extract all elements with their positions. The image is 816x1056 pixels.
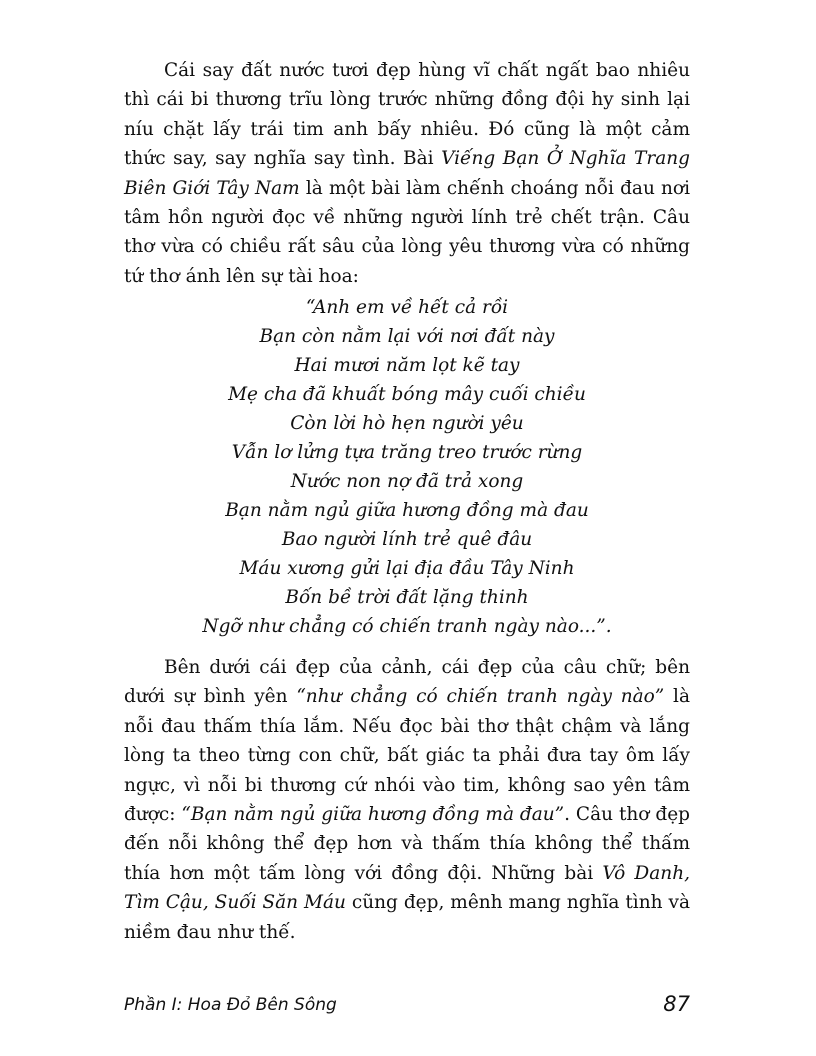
poem-line: Máu xương gửi lại địa đầu Tây Ninh: [239, 558, 575, 579]
poem-line: Hai mươi năm lọt kẽ tay: [294, 355, 520, 376]
poem-line: Ngỡ như chẳng có chiến tranh ngày nào...”.: [202, 616, 612, 637]
poem-line: Nước non nợ đã trả xong: [290, 471, 524, 492]
paragraph-1: [124, 56, 690, 291]
poem-line: Mẹ cha đã khuất bóng mây cuối chiều: [228, 384, 586, 405]
poem-line: Bạn còn nằm lại với nơi đất này: [259, 326, 555, 347]
poem-line: Bạn nằm ngủ giữa hương đồng mà đau: [225, 500, 589, 521]
poem-titles-list: Vô Danh, Tìm Cậu, Suối Săn Máu: [124, 862, 690, 914]
paragraph-2: [124, 653, 690, 947]
running-footer-title: Phần I: Hoa Đỏ Bên Sông: [124, 995, 337, 1015]
paragraph-1-text-b: là một bài làm chếnh choáng nỗi đau nơi tâm hồn người đọc về những người lính trẻ chết trận. Câu thơ vừa có chiều rất sâu của lòng yêu thương vừa có những tứ thơ ánh lên sự tài hoa:: [124, 177, 690, 287]
poem-line: Vẫn lơ lửng tựa trăng treo trước rừng: [231, 442, 583, 463]
paragraph-1-text-a: Cái say đất nước tươi đẹp hùng vĩ chất ngất bao nhiêu thì cái bi thương trĩu lòng trước những đồng đội hy sinh lại níu chặt lấy trái tim anh bấy nhiêu. Đó cũng là một cảm thức say, say nghĩa say tình. Bài: [124, 60, 690, 170]
paragraph-2-text-c: . Câu thơ đẹp đến nỗi không thể đẹp hơn và thấm thía không thể thấm thía hơn một tấm lòng với đồng đội. Những bài: [124, 804, 690, 884]
poem-line: Còn lời hò hẹn người yêu: [290, 413, 524, 434]
paragraph-2-text-b: là nỗi đau thấm thía lắm. Nếu đọc bài thơ thật chậm và lắng lòng ta theo từng con chữ, bất giác ta phải đưa tay ôm lấy ngực, vì nỗi bi thương cứ nhói vào tim, không sao yên tâm được:: [124, 686, 691, 826]
poem-line: Bao người lính trẻ quê đâu: [281, 529, 533, 550]
inline-quote-1: “như chẳng có chiến tranh ngày nào”: [296, 686, 665, 708]
paragraph-2-text-a: Bên dưới cái đẹp của cảnh, cái đẹp của câu chữ; bên dưới sự bình yên: [124, 657, 690, 708]
poem-line: “Anh em về hết cả rồi: [305, 297, 509, 318]
paragraph-2-text-d: cũng đẹp, mênh mang nghĩa tình và niềm đau như thế.: [124, 892, 690, 943]
inline-quote-2: “Bạn nằm ngủ giữa hương đồng mà đau”: [181, 804, 565, 826]
poem-line: Bốn bề trời đất lặng thinh: [285, 587, 529, 608]
poem-quote: [124, 293, 690, 641]
page-number: 87: [663, 992, 690, 1016]
poem-title-vieng-ban: Viếng Bạn Ở Nghĩa Trang Biên Giới Tây Nam: [124, 148, 690, 199]
